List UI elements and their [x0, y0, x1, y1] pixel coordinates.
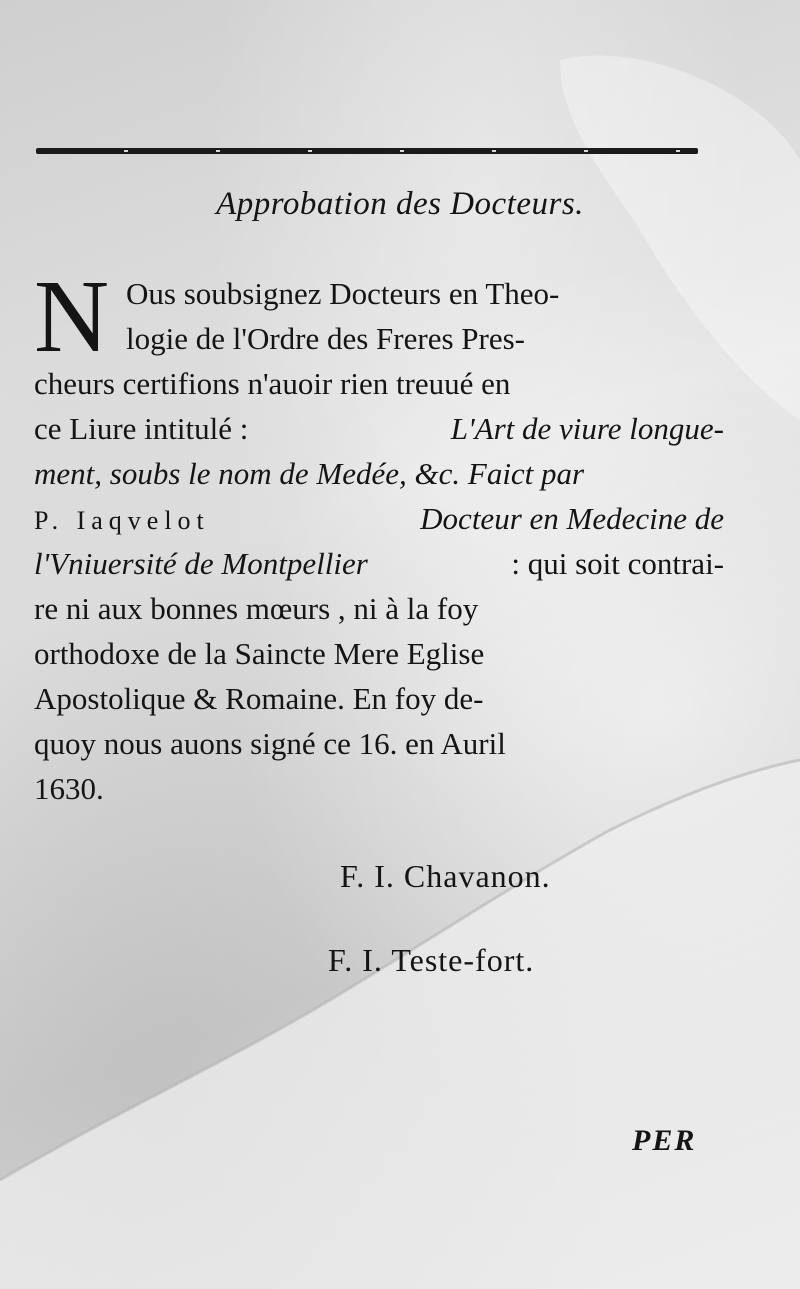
- page-heading: Approbation des Docteurs.: [216, 186, 584, 222]
- text-segment: re ni aux bonnes mœurs , ni à la foy: [34, 591, 479, 626]
- book-title-italic: L'Art de viure longue-: [450, 411, 724, 446]
- header-rule: [36, 148, 698, 154]
- text-line: [34, 501, 724, 546]
- text-line: [34, 411, 724, 456]
- approbation-text: [34, 276, 724, 816]
- text-line: [34, 591, 724, 636]
- text-line: [34, 726, 724, 771]
- author-name: P. Iaqvelot: [34, 506, 210, 535]
- text-line: [34, 771, 724, 816]
- text-line: [34, 546, 724, 591]
- date-year: 1630.: [34, 771, 104, 806]
- text-line: [126, 276, 724, 321]
- signature-teste-fort: F. I. Teste-fort.: [328, 942, 535, 978]
- signature-chavanon: F. I. Chavanon.: [340, 858, 551, 894]
- text-segment: ce Liure intitulé :: [34, 411, 249, 446]
- text-segment: Docteur en Medecine de: [420, 501, 724, 536]
- university-name: l'Vniuersité de Montpellier: [34, 546, 368, 581]
- catchword: PER: [632, 1124, 697, 1157]
- text-segment: Ous soubsignez Docteurs en Theo-: [126, 276, 560, 311]
- text-segment: logie de l'Ordre des Freres Pres-: [126, 321, 525, 356]
- text-line: [34, 681, 724, 726]
- text-segment: ment, soubs le nom de Medée, &c. Faict par: [34, 456, 585, 491]
- text-segment: : qui soit contrai-: [511, 546, 724, 581]
- drop-cap: N: [34, 259, 110, 374]
- text-line: [126, 321, 724, 366]
- text-segment: quoy nous auons signé ce 16. en Auril: [34, 726, 506, 761]
- text-line: [34, 366, 724, 411]
- text-line: [34, 456, 724, 501]
- text-segment: orthodoxe de la Saincte Mere Eglise: [34, 636, 485, 671]
- text-segment: cheurs certifions n'auoir rien treuué en: [34, 366, 511, 401]
- text-line: [34, 636, 724, 681]
- text-segment: Apostolique & Romaine. En foy de-: [34, 681, 484, 716]
